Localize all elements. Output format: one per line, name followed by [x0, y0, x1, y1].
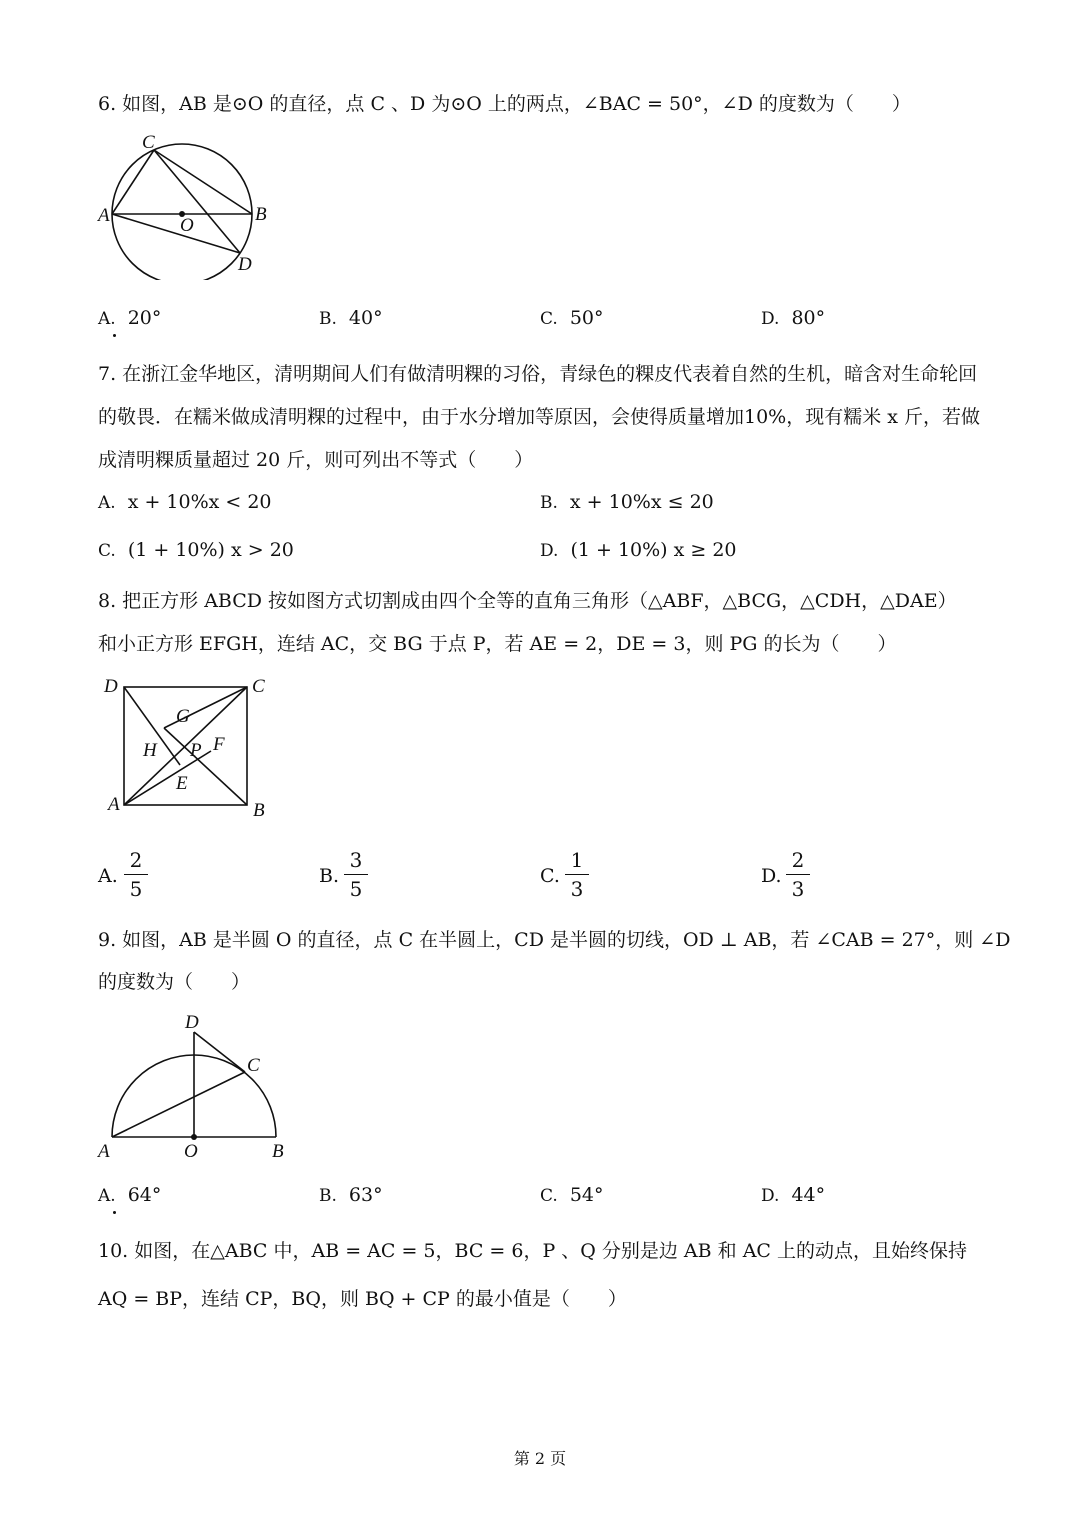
q7-option-b[interactable]: B. x + 10%x ≤ 20 [540, 491, 714, 513]
q8-label-e: E [176, 773, 188, 794]
q8-option-d-label[interactable]: D. [761, 865, 782, 887]
q8-option-a-fraction[interactable]: 2 5 [124, 848, 148, 901]
q6-label-b: B [255, 204, 267, 225]
q6-option-c[interactable]: C. 50° [540, 307, 604, 329]
q8-line-1: 8. 把正方形 ABCD 按如图方式切割成由四个全等的直角三角形（△ABF，△BCG，△CDH，△DAE） [98, 590, 957, 612]
q9-option-b[interactable]: B. 63° [319, 1184, 383, 1206]
q6-figure [92, 130, 292, 280]
q7-line-3: 成清明粿质量超过 20 斤，则可列出不等式（ ） [98, 449, 534, 471]
q7-option-d[interactable]: D. (1 + 10%) x ≥ 20 [540, 539, 737, 561]
q8-label-f: F [213, 734, 225, 755]
q8-option-c-label[interactable]: C. [540, 865, 560, 887]
q6-label-d: D [238, 254, 252, 275]
q10-line-1: 10. 如图，在△ABC 中，AB = AC = 5，BC = 6，P 、Q 分别是边 AB 和 AC 上的动点，且始终保持 [98, 1240, 967, 1262]
q7-option-a[interactable]: A. x + 10%x < 20 [98, 491, 272, 513]
q8-label-b: B [253, 800, 265, 821]
q8-option-c-fraction[interactable]: 1 3 [565, 848, 589, 901]
q6-stem: 6. 如图，AB 是⊙O 的直径，点 C 、D 为⊙O 上的两点，∠BAC = 50°，∠D 的度数为（ ） [98, 93, 911, 115]
q8-option-a-label[interactable]: A. [98, 865, 118, 887]
q9-line-1: 9. 如图，AB 是半圆 O 的直径，点 C 在半圆上，CD 是半圆的切线，OD ⊥ AB，若 ∠CAB = 27°，则 ∠D [98, 929, 1011, 951]
q9-label-b: B [272, 1141, 284, 1162]
q9-line-2: 的度数为（ ） [98, 971, 251, 993]
q7-option-c[interactable]: C. (1 + 10%) x > 20 [98, 539, 294, 561]
q6-option-d[interactable]: D. 80° [761, 307, 826, 329]
q10-line-2: AQ = BP，连结 CP，BQ，则 BQ + CP 的最小值是（ ） [98, 1288, 627, 1310]
answer-mark-dot [113, 1211, 116, 1214]
q8-option-d-fraction[interactable]: 2 3 [786, 848, 810, 901]
q8-label-p: P [190, 740, 202, 761]
q7-line-2: 的敬畏．在糯米做成清明粿的过程中，由于水分增加等原因，会使得质量增加10%，现有糯米 x 斤，若做 [98, 406, 981, 428]
q9-option-a[interactable]: A. 64° [98, 1184, 162, 1206]
q9-label-c: C [247, 1055, 260, 1076]
q8-label-a: A [108, 794, 120, 815]
q9-label-d: D [185, 1012, 199, 1033]
q9-option-d[interactable]: D. 44° [761, 1184, 826, 1206]
q6-label-c: C [142, 132, 155, 153]
q9-option-c[interactable]: C. 54° [540, 1184, 604, 1206]
q8-label-g: G [176, 706, 190, 727]
q6-label-o: O [180, 215, 194, 236]
q6-option-a[interactable]: A. 20° [98, 307, 162, 329]
q8-label-h: H [143, 740, 157, 761]
q8-label-c: C [252, 676, 265, 697]
answer-mark-dot [113, 334, 116, 337]
q9-figure [92, 1008, 302, 1168]
q8-label-d: D [104, 676, 118, 697]
q6-option-b[interactable]: B. 40° [319, 307, 383, 329]
q9-label-o: O [184, 1141, 198, 1162]
q8-option-b-fraction[interactable]: 3 5 [344, 848, 368, 901]
q8-figure [100, 672, 280, 822]
q8-option-b-label[interactable]: B. [319, 865, 340, 887]
q9-label-a: A [98, 1141, 110, 1162]
q6-label-a: A [98, 205, 110, 226]
q7-line-1: 7. 在浙江金华地区，清明期间人们有做清明粿的习俗，青绿色的粿皮代表着自然的生机，暗含对生命轮回 [98, 363, 978, 385]
q8-line-2: 和小正方形 EFGH，连结 AC，交 BG 于点 P，若 AE = 2，DE = 3，则 PG 的长为（ ） [98, 633, 897, 655]
page-number: 第 2 页 [513, 1449, 567, 1468]
